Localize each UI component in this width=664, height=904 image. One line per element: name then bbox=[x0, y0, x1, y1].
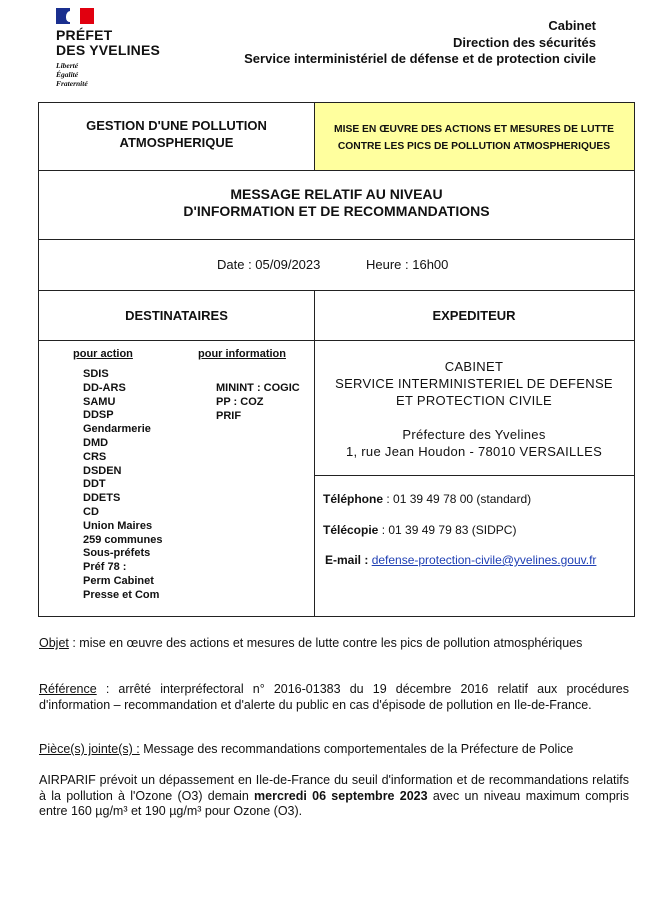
recipient-item: SDIS bbox=[83, 368, 109, 380]
reference-paragraph bbox=[39, 682, 629, 713]
logo-des-yvelines: DES YVELINES bbox=[56, 42, 161, 58]
phone-line bbox=[323, 492, 531, 506]
objet-paragraph bbox=[39, 636, 629, 652]
recipient-item: PP : COZ bbox=[216, 395, 264, 408]
pour-action-label: pour action bbox=[73, 348, 133, 360]
phone-label: Téléphone bbox=[323, 492, 384, 506]
sender-prefecture: Préfecture des Yvelines bbox=[402, 427, 546, 442]
email-link[interactable]: defense-protection-civile@yvelines.gouv.fr bbox=[371, 553, 597, 567]
cell-gestion-pollution: GESTION D'UNE POLLUTION ATMOSPHERIQUE bbox=[86, 118, 267, 150]
information-recipients-list bbox=[216, 382, 300, 423]
email-label: E-mail : bbox=[325, 553, 369, 567]
recipient-item: Presse et Com bbox=[83, 588, 160, 601]
pieces-jointes-paragraph bbox=[39, 742, 629, 758]
message-table bbox=[38, 102, 635, 617]
motto-liberte: Liberté bbox=[56, 61, 79, 70]
date-field: Date : 05/09/2023 bbox=[217, 257, 321, 272]
recipient-item: CD bbox=[83, 505, 99, 518]
recipient-item: DDSP bbox=[83, 409, 114, 422]
recipient-item: MININT : COGIC bbox=[216, 382, 300, 394]
republique-flag-logo bbox=[56, 8, 94, 24]
expediteur-header: EXPEDITEUR bbox=[432, 308, 516, 323]
fax-label: Télécopie bbox=[323, 523, 379, 537]
airparif-text-2: avec un niveau maximum compris entre 160 µg/m³ et 190 µg/m³ pour Ozone (O3). bbox=[39, 788, 629, 818]
email-line bbox=[325, 553, 596, 567]
header-cabinet: Cabinet bbox=[548, 18, 596, 33]
reference-text: : arrêté interpréfectoral n° 2016-01383 du 19 décembre 2016 relatif aux procédures d'information – recommandation et d'alerte du public en cas d'épisode de pollution en Ile-de-France. bbox=[39, 682, 629, 712]
recipient-item: DD-ARS bbox=[83, 381, 126, 394]
motto-fraternite: Fraternité bbox=[56, 79, 88, 88]
logo-prefet: PRÉFET bbox=[56, 27, 113, 43]
recipient-item: Union Maires bbox=[83, 519, 153, 532]
recipient-item: SAMU bbox=[83, 395, 116, 408]
recipient-item: CRS bbox=[83, 450, 107, 463]
message-title-line1: MESSAGE RELATIF AU NIVEAU bbox=[230, 186, 443, 202]
recipient-item: Préf 78 : bbox=[83, 561, 127, 574]
pieces-label: Pièce(s) jointe(s) : bbox=[39, 742, 140, 756]
recipient-item: DDT bbox=[83, 478, 106, 491]
pour-information-label: pour information bbox=[198, 348, 286, 360]
cell-mise-en-oeuvre: MISE EN ŒUVRE DES ACTIONS ET MESURES DE LUTTE CONTRE LES PICS DE POLLUTION ATMOSPHERIQUES bbox=[334, 124, 614, 152]
recipient-item: Perm Cabinet bbox=[83, 574, 154, 587]
airparif-text-1: AIRPARIF prévoit un dépassement en Ile-de-France du seuil d'information et de recommandations relatifs à la pollution à l'Ozone (O3) demain bbox=[39, 773, 629, 803]
pieces-text: Message des recommandations comportementales de la Préfecture de Police bbox=[139, 742, 574, 756]
recipient-item: DMD bbox=[83, 436, 109, 449]
fax-line bbox=[323, 523, 516, 537]
recipient-item: DDETS bbox=[83, 492, 121, 505]
objet-text: : mise en œuvre des actions et mesures de lutte contre les pics de pollution atmosphériques bbox=[68, 636, 583, 650]
airparif-date: mercredi 06 septembre 2023 bbox=[254, 788, 428, 803]
header-service: Service interministériel de défense et de protection civile bbox=[244, 51, 596, 66]
sender-service: SERVICE INTERMINISTERIEL DE DEFENSE bbox=[335, 376, 613, 391]
action-recipients-list bbox=[83, 368, 162, 603]
fax-value: : 01 39 49 79 83 (SIDPC) bbox=[378, 523, 517, 537]
recipient-item: PRIF bbox=[216, 409, 242, 422]
objet-label: Objet bbox=[39, 636, 69, 650]
recipient-item: Gendarmerie bbox=[83, 423, 151, 436]
message-title-line2: D'INFORMATION ET DE RECOMMANDATIONS bbox=[183, 203, 490, 219]
reference-label: Référence bbox=[39, 682, 97, 696]
heure-field: Heure : 16h00 bbox=[366, 257, 449, 272]
recipient-item: 259 communes bbox=[83, 533, 163, 546]
motto-egalite: Égalité bbox=[56, 70, 79, 79]
recipient-item: Sous-préfets bbox=[83, 547, 151, 560]
sender-address: 1, rue Jean Houdon - 78010 VERSAILLES bbox=[345, 444, 603, 459]
sender-cabinet: CABINET bbox=[444, 359, 504, 374]
airparif-paragraph bbox=[39, 773, 629, 820]
header-direction: Direction des sécurités bbox=[452, 35, 596, 50]
recipient-item: DSDEN bbox=[83, 464, 122, 477]
destinataires-header: DESTINATAIRES bbox=[125, 308, 228, 323]
phone-value: : 01 39 49 78 00 (standard) bbox=[383, 492, 532, 506]
sender-protection: ET PROTECTION CIVILE bbox=[395, 393, 552, 408]
